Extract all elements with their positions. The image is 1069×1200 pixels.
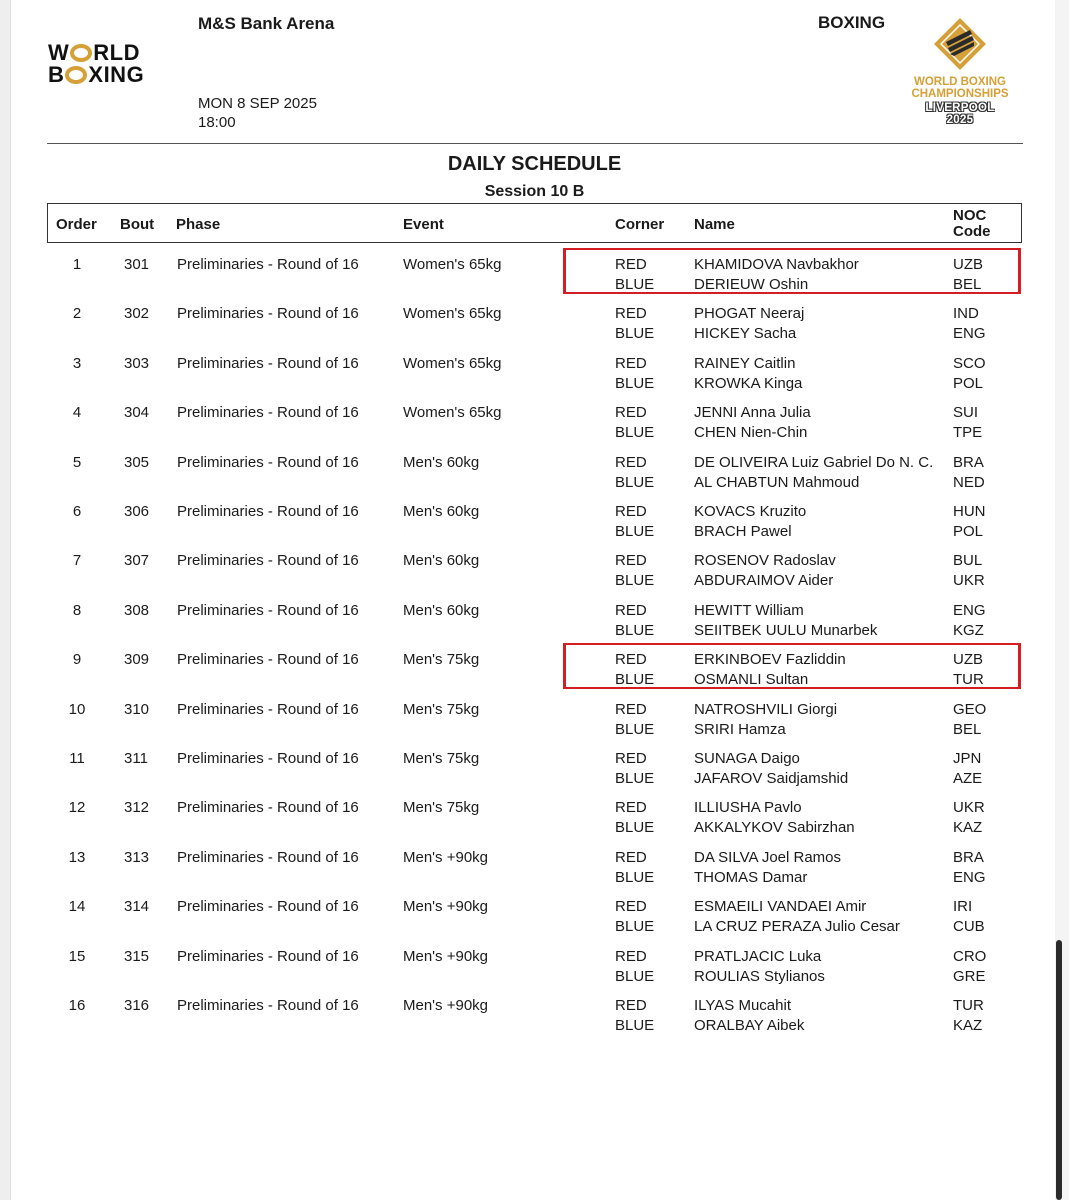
blue-corner-cell: BLUE <box>615 424 655 441</box>
bout-cell: 301 <box>124 256 150 273</box>
event-cell: Men's +90kg <box>403 849 488 866</box>
red-corner-cell: RED <box>615 701 647 718</box>
red-corner-cell: RED <box>615 849 647 866</box>
red-name-cell: HEWITT William <box>694 602 804 619</box>
blue-noc-cell: KAZ <box>953 1017 983 1034</box>
bout-cell: 313 <box>124 849 150 866</box>
col-event: Event <box>403 216 444 233</box>
blue-corner-cell: BLUE <box>615 375 655 392</box>
blue-noc-cell: KAZ <box>953 819 983 836</box>
red-noc-cell: HUN <box>953 503 986 520</box>
blue-noc-cell: TUR <box>953 671 984 688</box>
blue-name-cell: HICKEY Sacha <box>694 325 797 342</box>
red-name-cell: RAINEY Caitlin <box>694 355 796 372</box>
red-name-cell: JENNI Anna Julia <box>694 404 811 421</box>
blue-corner-cell: BLUE <box>615 572 655 589</box>
world-boxing-logo: W RLD B XING <box>48 40 145 87</box>
blue-noc-cell: GRE <box>953 968 986 985</box>
event-cell: Women's 65kg <box>403 256 502 273</box>
red-noc-cell: BRA <box>953 454 984 471</box>
blue-name-cell: SRIRI Hamza <box>694 721 786 738</box>
red-noc-cell: UZB <box>953 651 983 668</box>
blue-corner-cell: BLUE <box>615 770 655 787</box>
table-row <box>0 454 1069 498</box>
phase-cell: Preliminaries - Round of 16 <box>177 948 359 965</box>
red-corner-cell: RED <box>615 799 647 816</box>
red-noc-cell: CRO <box>953 948 987 965</box>
red-noc-cell: BUL <box>953 552 983 569</box>
blue-corner-cell: BLUE <box>615 1017 655 1034</box>
champ-line1: WORLD BOXING <box>914 76 1006 88</box>
bout-cell: 310 <box>124 701 150 718</box>
red-name-cell: KHAMIDOVA Navbakhor <box>694 256 859 273</box>
order-cell: 7 <box>72 552 82 569</box>
order-cell: 6 <box>72 503 82 520</box>
phase-cell: Preliminaries - Round of 16 <box>177 552 359 569</box>
blue-noc-cell: CUB <box>953 918 985 935</box>
red-name-cell: ILLIUSHA Pavlo <box>694 799 802 816</box>
bout-cell: 312 <box>124 799 150 816</box>
order-cell: 9 <box>72 651 82 668</box>
champ-year: 2025 <box>946 114 974 126</box>
col-corner: Corner <box>615 216 665 233</box>
red-name-cell: PRATLJACIC Luka <box>694 948 822 965</box>
red-name-cell: ERKINBOEV Fazliddin <box>694 651 846 668</box>
blue-name-cell: ROULIAS Stylianos <box>694 968 825 985</box>
order-cell: 15 <box>68 948 86 965</box>
blue-name-cell: CHEN Nien-Chin <box>694 424 808 441</box>
col-phase: Phase <box>176 216 221 233</box>
phase-cell: Preliminaries - Round of 16 <box>177 701 359 718</box>
event-cell: Men's 60kg <box>403 454 480 471</box>
red-corner-cell: RED <box>615 454 647 471</box>
bout-cell: 314 <box>124 898 150 915</box>
phase-cell: Preliminaries - Round of 16 <box>177 503 359 520</box>
phase-cell: Preliminaries - Round of 16 <box>177 997 359 1014</box>
event-cell: Men's +90kg <box>403 997 488 1014</box>
order-cell: 3 <box>72 355 82 372</box>
blue-corner-cell: BLUE <box>615 671 655 688</box>
bout-cell: 316 <box>124 997 150 1014</box>
table-row <box>0 849 1069 893</box>
table-header <box>47 203 1022 243</box>
red-corner-cell: RED <box>615 256 647 273</box>
bout-cell: 305 <box>124 454 150 471</box>
blue-name-cell: SEIITBEK UULU Munarbek <box>694 622 878 639</box>
red-name-cell: NATROSHVILI Giorgi <box>694 701 838 718</box>
table-row <box>0 355 1069 399</box>
blue-name-cell: OSMANLI Sultan <box>694 671 809 688</box>
red-name-cell: PHOGAT Neeraj <box>694 305 805 322</box>
red-corner-cell: RED <box>615 651 647 668</box>
phase-cell: Preliminaries - Round of 16 <box>177 602 359 619</box>
blue-name-cell: DERIEUW Oshin <box>694 276 809 293</box>
blue-noc-cell: ENG <box>953 325 986 342</box>
blue-corner-cell: BLUE <box>615 819 655 836</box>
bout-cell: 315 <box>124 948 150 965</box>
table-row <box>0 503 1069 547</box>
phase-cell: Preliminaries - Round of 16 <box>177 849 359 866</box>
blue-noc-cell: POL <box>953 375 984 392</box>
col-noc-line2: Code <box>953 223 991 240</box>
red-corner-cell: RED <box>615 898 647 915</box>
logo-ring-icon <box>65 66 87 84</box>
red-noc-cell: ENG <box>953 602 986 619</box>
phase-cell: Preliminaries - Round of 16 <box>177 305 359 322</box>
phase-cell: Preliminaries - Round of 16 <box>177 651 359 668</box>
blue-name-cell: ORALBAY Aibek <box>694 1017 805 1034</box>
blue-corner-cell: BLUE <box>615 918 655 935</box>
order-cell: 10 <box>68 701 86 718</box>
blue-name-cell: LA CRUZ PERAZA Julio Cesar <box>694 918 900 935</box>
blue-noc-cell: KGZ <box>953 622 984 639</box>
red-noc-cell: IRI <box>953 898 973 915</box>
order-cell: 16 <box>68 997 86 1014</box>
red-name-cell: DA SILVA Joel Ramos <box>694 849 842 866</box>
red-noc-cell: UKR <box>953 799 985 816</box>
table-row <box>0 404 1069 448</box>
red-corner-cell: RED <box>615 503 647 520</box>
order-cell: 2 <box>72 305 82 322</box>
blue-corner-cell: BLUE <box>615 968 655 985</box>
phase-cell: Preliminaries - Round of 16 <box>177 898 359 915</box>
event-cell: Men's 60kg <box>403 503 480 520</box>
blue-corner-cell: BLUE <box>615 721 655 738</box>
order-cell: 11 <box>69 750 85 767</box>
header-divider <box>47 143 1023 144</box>
blue-noc-cell: TPE <box>953 424 983 441</box>
event-cell: Men's +90kg <box>403 948 488 965</box>
red-name-cell: ILYAS Mucahit <box>694 997 791 1014</box>
red-noc-cell: UZB <box>953 256 983 273</box>
page-title: DAILY SCHEDULE <box>447 153 622 175</box>
blue-noc-cell: UKR <box>953 572 985 589</box>
col-bout: Bout <box>120 216 155 233</box>
red-name-cell: SUNAGA Daigo <box>694 750 800 767</box>
blue-noc-cell: ENG <box>953 869 986 886</box>
phase-cell: Preliminaries - Round of 16 <box>177 404 359 421</box>
blue-name-cell: AKKALYKOV Sabirzhan <box>694 819 855 836</box>
order-cell: 14 <box>68 898 86 915</box>
red-corner-cell: RED <box>615 948 647 965</box>
blue-corner-cell: BLUE <box>615 276 655 293</box>
red-corner-cell: RED <box>615 552 647 569</box>
blue-noc-cell: POL <box>953 523 984 540</box>
blue-name-cell: BRACH Pawel <box>694 523 792 540</box>
bout-cell: 303 <box>124 355 150 372</box>
col-noc-line1: NOC <box>953 207 987 224</box>
bout-cell: 311 <box>124 750 148 767</box>
red-noc-cell: TUR <box>953 997 984 1014</box>
red-name-cell: ESMAEILI VANDAEI Amir <box>694 898 867 915</box>
session-time: 18:00 <box>198 114 236 131</box>
event-cell: Men's +90kg <box>403 898 488 915</box>
table-row <box>0 799 1069 843</box>
champ-city: LIVERPOOL <box>925 102 995 114</box>
order-cell: 13 <box>68 849 86 866</box>
bout-cell: 302 <box>124 305 150 322</box>
red-name-cell: KOVACS Kruzito <box>694 503 807 520</box>
red-noc-cell: SUI <box>953 404 979 421</box>
table-row <box>0 898 1069 942</box>
blue-corner-cell: BLUE <box>615 325 655 342</box>
red-corner-cell: RED <box>615 355 647 372</box>
event-cell: Men's 60kg <box>403 602 480 619</box>
session-date: MON 8 SEP 2025 <box>198 95 317 112</box>
red-noc-cell: IND <box>953 305 979 322</box>
order-cell: 5 <box>72 454 82 471</box>
table-row <box>0 552 1069 596</box>
phase-cell: Preliminaries - Round of 16 <box>177 799 359 816</box>
bout-cell: 306 <box>124 503 150 520</box>
diamond-emblem-icon <box>932 16 988 72</box>
table-row <box>0 602 1069 646</box>
table-row <box>0 750 1069 794</box>
col-noc <box>953 208 991 240</box>
blue-corner-cell: BLUE <box>615 474 655 491</box>
red-noc-cell: BRA <box>953 849 984 866</box>
logo-ring-icon <box>70 44 92 62</box>
event-cell: Men's 75kg <box>403 750 480 767</box>
blue-noc-cell: BEL <box>953 721 982 738</box>
bout-cell: 304 <box>124 404 150 421</box>
event-cell: Women's 65kg <box>403 355 502 372</box>
blue-corner-cell: BLUE <box>615 523 655 540</box>
red-corner-cell: RED <box>615 305 647 322</box>
blue-name-cell: JAFAROV Saidjamshid <box>694 770 849 787</box>
table-row <box>0 701 1069 745</box>
bout-cell: 308 <box>124 602 150 619</box>
order-cell: 12 <box>68 799 86 816</box>
session-label: Session 10 B <box>484 183 585 200</box>
event-cell: Men's 75kg <box>403 651 480 668</box>
red-noc-cell: GEO <box>953 701 987 718</box>
venue-name: M&S Bank Arena <box>198 14 335 33</box>
red-corner-cell: RED <box>615 997 647 1014</box>
sport-label: BOXING <box>818 13 886 32</box>
event-cell: Women's 65kg <box>403 404 502 421</box>
blue-name-cell: ABDURAIMOV Aider <box>694 572 834 589</box>
event-cell: Men's 75kg <box>403 799 480 816</box>
col-name: Name <box>694 216 735 233</box>
bout-cell: 309 <box>124 651 150 668</box>
red-noc-cell: JPN <box>953 750 982 767</box>
table-row <box>0 305 1069 349</box>
highlight-box <box>563 248 1021 294</box>
blue-name-cell: THOMAS Damar <box>694 869 808 886</box>
blue-noc-cell: BEL <box>953 276 982 293</box>
phase-cell: Preliminaries - Round of 16 <box>177 256 359 273</box>
blue-noc-cell: AZE <box>953 770 983 787</box>
blue-corner-cell: BLUE <box>615 869 655 886</box>
order-cell: 4 <box>72 404 82 421</box>
col-order: Order <box>56 216 97 233</box>
phase-cell: Preliminaries - Round of 16 <box>177 454 359 471</box>
red-noc-cell: SCO <box>953 355 986 372</box>
red-name-cell: ROSENOV Radoslav <box>694 552 836 569</box>
championships-logo <box>900 16 1020 132</box>
blue-corner-cell: BLUE <box>615 622 655 639</box>
table-row <box>0 997 1069 1041</box>
highlight-box <box>563 643 1021 689</box>
champ-line2: CHAMPIONSHIPS <box>911 88 1009 100</box>
bout-cell: 307 <box>124 552 150 569</box>
red-name-cell: DE OLIVEIRA Luiz Gabriel Do N. C. <box>694 454 934 471</box>
event-cell: Men's 75kg <box>403 701 480 718</box>
event-cell: Men's 60kg <box>403 552 480 569</box>
red-corner-cell: RED <box>615 750 647 767</box>
phase-cell: Preliminaries - Round of 16 <box>177 355 359 372</box>
blue-noc-cell: NED <box>953 474 985 491</box>
event-cell: Women's 65kg <box>403 305 502 322</box>
phase-cell: Preliminaries - Round of 16 <box>177 750 359 767</box>
blue-name-cell: AL CHABTUN Mahmoud <box>694 474 860 491</box>
red-corner-cell: RED <box>615 602 647 619</box>
blue-name-cell: KROWKA Kinga <box>694 375 803 392</box>
order-cell: 8 <box>72 602 82 619</box>
red-corner-cell: RED <box>615 404 647 421</box>
table-row <box>0 948 1069 992</box>
order-cell: 1 <box>72 256 82 273</box>
